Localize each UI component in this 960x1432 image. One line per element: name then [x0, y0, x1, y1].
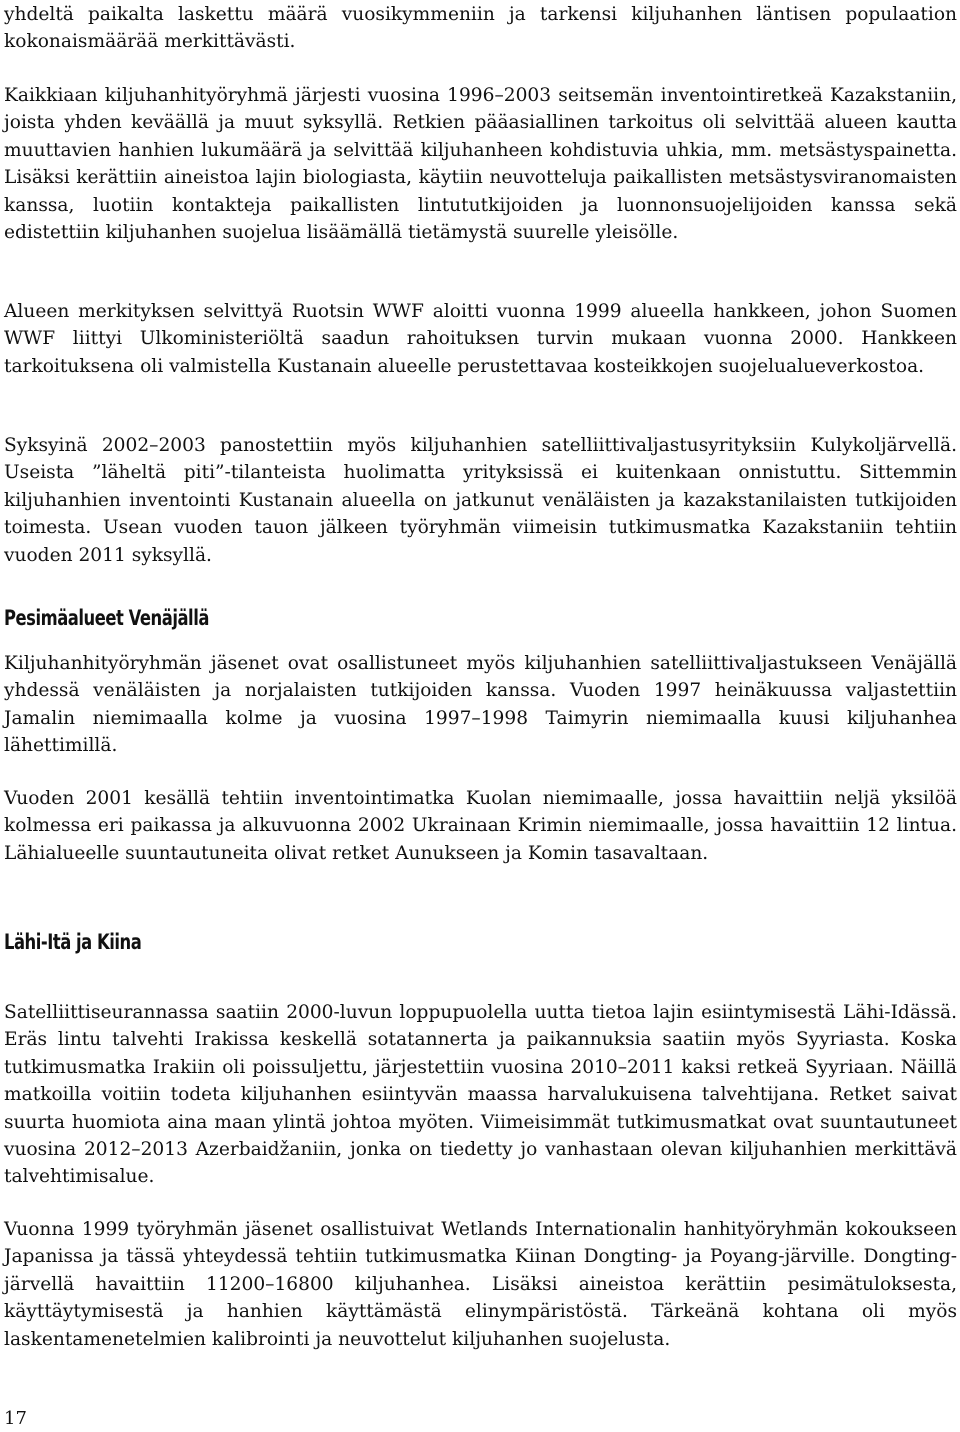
paragraph-kola-crimea: Vuoden 2001 kesällä tehtiin inventointimatka Kuolan niemimaalle, jossa havaittiin neljä yksilöä kolmessa eri paikassa ja alkuvuonna 2002 Ukrainaan Krimin niemimaalle, jossa havaittiin 12 lintua. Lähialueelle suuntautuneita olivat retket Aunukseen ja Komin tasavaltaan.	[4, 788, 957, 864]
paragraph-russia-satellite: Kiljuhanhityöryhmän jäsenet ovat osallistuneet myös kiljuhanhien satelliittivaljastukseen Venäjällä yhdessä venäläisten ja norjalaisten tutkijoiden kanssa. Vuoden 1997 heinäkuussa valjastettiin Jamalin niemimaalla kolme ja vuosina 1997–1998 Taimyrin niemimaalla kuusi kiljuhanhea lähettimillä.	[4, 653, 957, 757]
paragraph-kazakhstan-expeditions: Kaikkiaan kiljuhanhityöryhmä järjesti vuosina 1996–2003 seitsemän inventointiretkeä Kazakstaniin, joista yhden keväällä ja muut syksyllä. Retkien pääasiallinen tarkoitus oli selvittää alueen kautta muuttavien hanhien lukumäärä ja selvittää kiljuhanheen kohdistuvia uhkia, mm. metsästyspainetta. Lisäksi kerättiin aineistoa lajin biologiasta, käytiin neuvotteluja paikallisten metsästysviranomaisten kanssa, luotiin kontakteja paikallisten lintututkijoiden ja luonnonsuojelijoiden kanssa sekä edistettiin kiljuhanhen suojelua lisäämällä tietämystä suurelle yleisölle.	[4, 85, 957, 244]
section-heading-russia: Pesimäalueet Venäjällä	[4, 606, 209, 630]
section-heading-mideast-china: Lähi-Itä ja Kiina	[4, 930, 142, 954]
paragraph-china: Vuonna 1999 työryhmän jäsenet osallistuivat Wetlands Internationalin hanhityöryhmän kokoukseen Japanissa ja tässä yhteydessä tehtiin tutkimusmatka Kiinan Dongting- ja Poyang-järville. Dongting-järvellä havaittiin 11200–16800 kiljuhanhea. Lisäksi aineistoa kerättiin pesimätuloksesta, käyttäytymisestä ja hanhien käyttämästä elinympäristöstä. Tärkeänä kohtana oli myös laskentamenetelmien kalibrointi ja neuvottelut kiljuhanhen suojelusta.	[4, 1219, 957, 1350]
paragraph-wwf-project: Alueen merkityksen selvittyä Ruotsin WWF aloitti vuonna 1999 alueella hankkeen, johon Suomen WWF liittyi Ulkoministeriöltä saadun rahoituksen turvin mukaan vuonna 2000. Hankkeen tarkoituksena oli valmistella Kustanain alueelle perustettavaa kosteikkojen suojelualueverkostoa.	[4, 301, 957, 377]
paragraph-satellite-tagging-kazakhstan: Syksyinä 2002–2003 panostettiin myös kiljuhanhien satelliittivaljastusyrityksiin Kulykoljärvellä. Useista ”läheltä piti”-tilanteista huolimatta yrityksissä ei kuitenkaan onnistuttu. Sittemmin kiljuhanhien inventointi Kustanain alueella on jatkunut venäläisten ja kazakstanilaisten tutkijoiden toimesta. Usean vuoden tauon jälkeen työryhmän viimeisin tutkimusmatka Kazakstaniin tehtiin vuoden 2011 syksyllä.	[4, 435, 957, 566]
page-number: 17	[4, 1408, 27, 1429]
paragraph-intro: yhdeltä paikalta laskettu määrä vuosikymmeniin ja tarkensi kiljuhanhen läntisen populaation kokonaismäärää merkittävästi.	[4, 4, 957, 53]
paragraph-mideast: Satelliittiseurannassa saatiin 2000-luvun loppupuolella uutta tietoa lajin esiintymisestä Lähi-Idässä. Eräs lintu talvehti Irakissa keskellä sotatannerta ja paikannuksia saatiin myös Syyriasta. Koska tutkimusmatka Irakiin oli poissuljettu, järjestettiin vuosina 2010–2011 kaksi retkeä Syyriaan. Näillä matkoilla voitiin todeta kiljuhanhen esiintyvän maassa harvalukuisena talvehtijana. Retket saivat suurta huomiota aina maan ylintä johtoa myöten. Viimeisimmät tutkimusmatkat ovat suuntautuneet vuosina 2012–2013 Azerbaidžaniin, jonka on tiedetty jo vanhastaan olevan kiljuhanhien merkittävä talvehtimisalue.	[4, 1002, 957, 1188]
